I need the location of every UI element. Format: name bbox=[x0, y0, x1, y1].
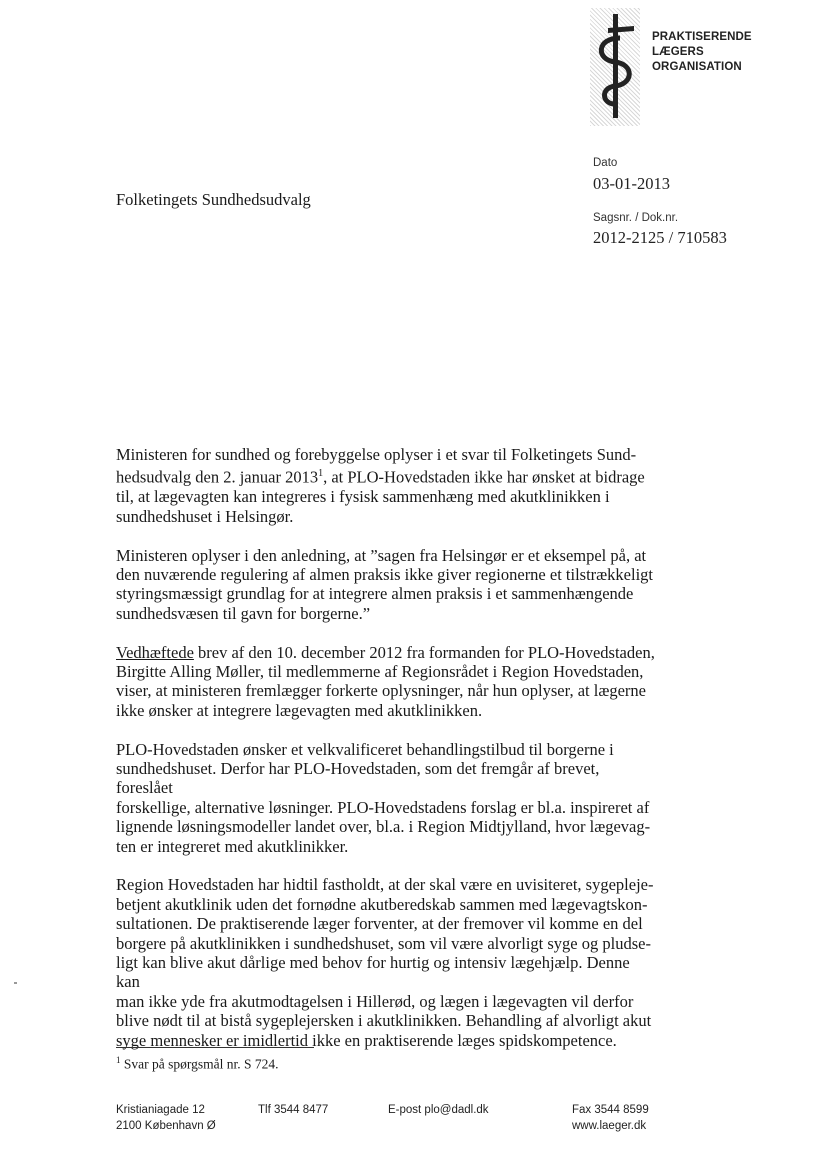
paragraph-3: Vedhæftede brev af den 10. december 2012 fra formanden for PLO-Hovedstaden, Birgitte Alling Møller, til medlemmerne af Regionsrådet i Region Hovedstaden, viser, at ministeren fremlægger forkerte oplysninger, når hun oplyser, at lægerne ikke ønsker at integrere lægevagten med akutklinikken. bbox=[116, 642, 655, 720]
paragraph-1: Ministeren for sundhed og forebyggelse oplyser i et svar til Folketingets Sund- hedsudvalg den 2. januar 2013$^1$, at PLO-Hovedstaden ikke har ønsket at bidrage til, at lægevagten kan integreres i fysisk sammenhæng med akutklinikken i sundhedshuset i Helsingør. bbox=[116, 445, 645, 526]
footnote-divider bbox=[116, 1047, 314, 1048]
footnote-ref[interactable]: 1 bbox=[318, 468, 324, 480]
letter-body bbox=[116, 445, 656, 1069]
org-name-line: PRAKTISERENDE bbox=[652, 31, 752, 43]
attachment-link[interactable]: Vedhæftede bbox=[116, 642, 194, 662]
footer-contact bbox=[572, 1102, 649, 1134]
address-line: Kristianiagade 12 bbox=[116, 1104, 205, 1116]
case-number-value: 2012-2125 / 710583 bbox=[593, 228, 727, 247]
footer-email[interactable]: E-post plo@dadl.dk bbox=[388, 1104, 489, 1116]
date-label: Dato bbox=[593, 157, 618, 169]
case-number-label: Sagsnr. / Dok.nr. bbox=[593, 212, 679, 224]
footer-web[interactable]: www.laeger.dk bbox=[572, 1120, 647, 1132]
date-value: 03-01-2013 bbox=[593, 174, 670, 193]
org-name-line: LÆGERS bbox=[652, 46, 704, 58]
footer-phone: Tlf 3544 8477 bbox=[258, 1104, 329, 1116]
org-name-line: ORGANISATION bbox=[652, 61, 742, 73]
footer-address bbox=[116, 1102, 216, 1134]
staff-of-asclepius-icon bbox=[590, 8, 640, 126]
paragraph-2: Ministeren oplyser i den anledning, at ”sagen fra Helsingør er et eksempel på, at den nuværende regulering af almen praksis ikke giver regionerne et tilstrækkeligt styringsmæssigt grundlag for at integrere almen praksis i et sammenhængende sundhedsvæsen til gavn for borgerne.” bbox=[116, 545, 653, 623]
paragraph-4: PLO-Hovedstaden ønsker et velkvalificeret behandlingstilbud til borgerne i sundhedshuset. Derfor har PLO-Hovedstaden, som det fremgår af brevet, foreslået forskellige, alternative løsninger. PLO-Hovedstadens forslag er bl.a. inspireret af lignende løsningsmodeller landet over, bl.a. i Region Midtjylland, hvor lægevag- ten er integreret med akutklinikker. bbox=[116, 739, 651, 856]
address-line: 2100 København Ø bbox=[116, 1120, 216, 1132]
scan-mark bbox=[14, 982, 17, 984]
recipient: Folketingets Sundhedsudvalg bbox=[116, 190, 311, 209]
footnote bbox=[116, 1055, 279, 1073]
footnote-marker: 1 bbox=[116, 1055, 121, 1065]
footnote-text: Svar på spørgsmål nr. S 724. bbox=[120, 1056, 279, 1072]
organisation-name bbox=[652, 30, 752, 75]
footer-fax: Fax 3544 8599 bbox=[572, 1104, 649, 1116]
paragraph-5: Region Hovedstaden har hidtil fastholdt, at der skal være en uvisiteret, sygepleje- betjent akutklinik uden det fornødne akutberedskab sammen med lægevagtskon- sultationen. De praktiserende læger forventer, at der fremover vil komme en del borgere på akutklinikken i sundhedshuset, som vil være alvorligt syge og pludse- ligt kan blive akut dårlige med behov for hurtig og intensiv lægehjælp. Denne kan man ikke yde fra akutmodtagelsen i Hillerød, og lægen i lægevagten vil derfor blive nødt til at bistå sygeplejersken i akutklinikken. Behandling af alvorligt akut syge mennesker er imidlertid ikke en praktiserende læges spidskompetence. bbox=[116, 875, 654, 1050]
logo-emblem bbox=[590, 8, 640, 126]
